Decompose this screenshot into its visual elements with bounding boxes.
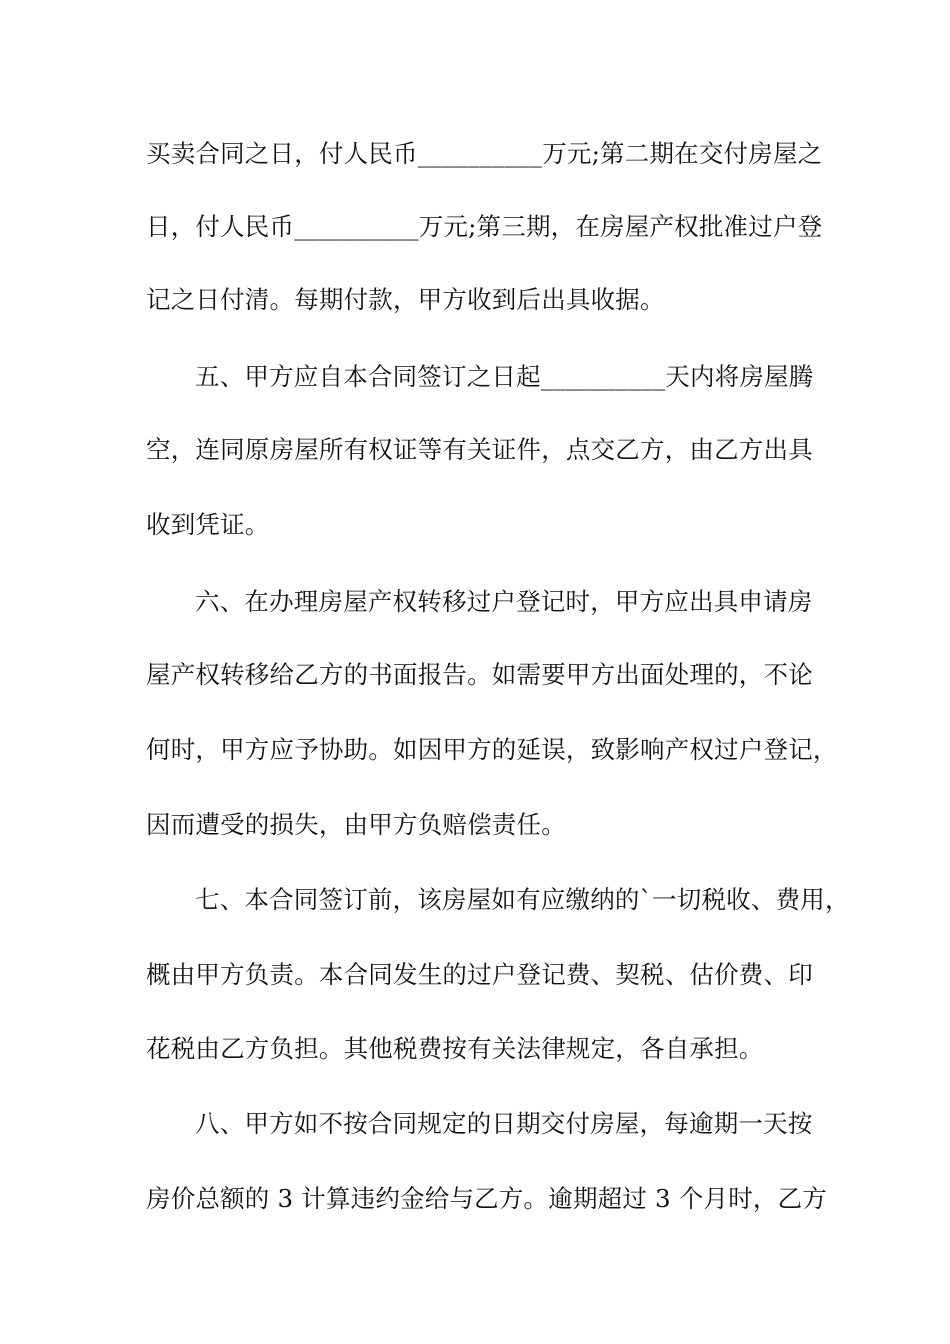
- clause-seven-line-1: 七、本合同签订前，该房屋如有应缴纳的`一切税收、费用，: [195, 885, 850, 914]
- clause-seven-line-2: 概由甲方负责。本合同发生的过户登记费、契税、估价费、印: [146, 960, 813, 989]
- clause-eight-line-1: 八、甲方如不按合同规定的日期交付房屋，每逾期一天按: [195, 1109, 813, 1138]
- text-line-3: 记之日付清。每期付款，甲方收到后出具收据。: [146, 285, 665, 314]
- clause-six-line-2: 屋产权转移给乙方的书面报告。如需要甲方出面处理的，不论: [146, 660, 813, 689]
- text-line-1: 买卖合同之日，付人民币__________万元;第二期在交付房屋之: [146, 139, 823, 168]
- text-line-2: 日，付人民币__________万元;第三期，在房屋产权批准过户登: [146, 212, 823, 241]
- clause-six-line-1: 六、在办理房屋产权转移过户登记时，甲方应出具申请房: [195, 587, 813, 616]
- clause-seven-line-3: 花税由乙方负担。其他税费按有关法律规定，各自承担。: [146, 1034, 764, 1063]
- clause-eight-line-2: 房价总额的 3 计算违约金给与乙方。逾期超过 3 个月时，乙方: [146, 1184, 828, 1213]
- clause-five-line-1: 五、甲方应自本合同签订之日起__________天内将房屋腾: [195, 362, 814, 391]
- clause-six-line-4: 因而遭受的损失，由甲方负赔偿责任。: [146, 810, 566, 839]
- clause-six-line-3: 何时，甲方应予协助。如因甲方的延误，致影响产权过户登记，: [146, 735, 838, 764]
- clause-five-line-2: 空，连同原房屋所有权证等有关证件，点交乙方，由乙方出具: [146, 435, 813, 464]
- clause-five-line-3: 收到凭证。: [146, 510, 270, 539]
